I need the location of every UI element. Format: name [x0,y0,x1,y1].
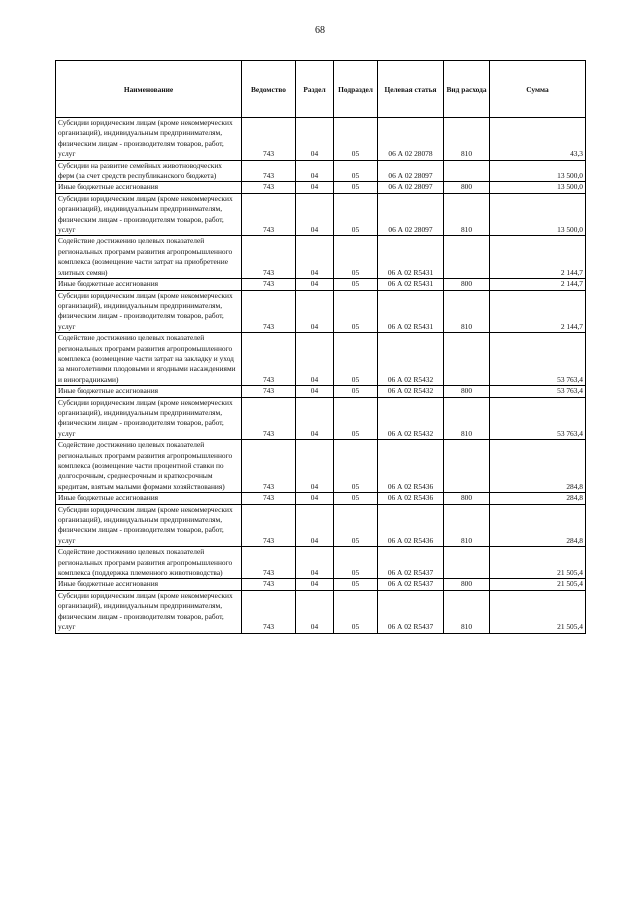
cell-summa: 2 144,7 [490,290,586,333]
table-row [56,386,586,397]
cell-podrazdel: 05 [334,579,378,590]
cell-name: Субсидии юридическим лицам (кроме некоммерческих организаций), индивидуальным предпринимателям, физическим лицам - производителям товаров, работ, услуг [56,290,242,333]
cell-summa: 13 500,0 [490,182,586,193]
cell-vid-raskhoda: 810 [444,504,490,547]
column-header-name: Наименование [56,61,242,118]
table-row [56,440,586,493]
cell-podrazdel: 05 [334,160,378,182]
cell-name: Иные бюджетные ассигнования [56,279,242,290]
cell-razdel: 04 [296,493,334,504]
cell-tselevaya-statya: 06 А 02 28078 [378,118,444,161]
cell-summa: 2 144,7 [490,279,586,290]
cell-vid-raskhoda: 800 [444,579,490,590]
column-header-razdel: Раздел [296,61,334,118]
cell-podrazdel: 05 [334,236,378,279]
cell-summa: 284,8 [490,440,586,493]
cell-vid-raskhoda: 810 [444,193,490,236]
cell-podrazdel: 05 [334,397,378,440]
cell-razdel: 04 [296,160,334,182]
cell-summa: 43,3 [490,118,586,161]
cell-razdel: 04 [296,397,334,440]
table-row [56,193,586,236]
cell-name: Субсидии юридическим лицам (кроме некоммерческих организаций), индивидуальным предпринимателям, физическим лицам - производителям товаров, работ, услуг [56,397,242,440]
cell-name: Субсидии на развитие семейных животноводческих ферм (за счет средств республиканского бюджета) [56,160,242,182]
cell-tselevaya-statya: 06 А 02 R5437 [378,579,444,590]
cell-name: Субсидии юридическим лицам (кроме некоммерческих организаций), индивидуальным предпринимателям, физическим лицам - производителям товаров, работ, услуг [56,193,242,236]
cell-razdel: 04 [296,236,334,279]
cell-tselevaya-statya: 06 А 02 R5431 [378,279,444,290]
cell-podrazdel: 05 [334,182,378,193]
cell-name: Субсидии юридическим лицам (кроме некоммерческих организаций), индивидуальным предпринимателям, физическим лицам - производителям товаров, работ, услуг [56,504,242,547]
cell-tselevaya-statya: 06 А 02 R5436 [378,440,444,493]
cell-vedomstvo: 743 [242,590,296,633]
cell-razdel: 04 [296,279,334,290]
cell-vedomstvo: 743 [242,504,296,547]
cell-podrazdel: 05 [334,290,378,333]
cell-vedomstvo: 743 [242,440,296,493]
cell-vid-raskhoda [444,547,490,579]
cell-vedomstvo: 743 [242,118,296,161]
cell-vid-raskhoda: 810 [444,290,490,333]
cell-summa: 53 763,4 [490,386,586,397]
column-header-vedomstvo: Ведомство [242,61,296,118]
table-header-row [56,61,586,118]
table-row [56,160,586,182]
cell-podrazdel: 05 [334,590,378,633]
cell-podrazdel: 05 [334,440,378,493]
cell-razdel: 04 [296,579,334,590]
cell-podrazdel: 05 [334,504,378,547]
table-row [56,290,586,333]
cell-vid-raskhoda: 800 [444,493,490,504]
cell-razdel: 04 [296,590,334,633]
cell-razdel: 04 [296,182,334,193]
column-header-tselevaya-statya: Целевая статья [378,61,444,118]
cell-summa: 21 505,4 [490,579,586,590]
table-row [56,590,586,633]
cell-razdel: 04 [296,333,334,386]
cell-summa: 21 505,4 [490,547,586,579]
cell-razdel: 04 [296,193,334,236]
cell-name: Содействие достижению целевых показателей региональных программ развития агропромышленного комплекса (поддержка племенного животноводства) [56,547,242,579]
cell-tselevaya-statya: 06 А 02 R5436 [378,504,444,547]
cell-vid-raskhoda [444,333,490,386]
table-row [56,397,586,440]
cell-podrazdel: 05 [334,493,378,504]
budget-table [55,60,586,634]
table-row [56,547,586,579]
cell-tselevaya-statya: 06 А 02 R5431 [378,290,444,333]
cell-vedomstvo: 743 [242,333,296,386]
cell-vedomstvo: 743 [242,290,296,333]
table-row [56,236,586,279]
cell-summa: 21 505,4 [490,590,586,633]
cell-tselevaya-statya: 06 А 02 28097 [378,182,444,193]
cell-vedomstvo: 743 [242,182,296,193]
cell-vedomstvo: 743 [242,160,296,182]
cell-vid-raskhoda: 810 [444,590,490,633]
cell-vedomstvo: 743 [242,386,296,397]
cell-razdel: 04 [296,504,334,547]
cell-vid-raskhoda [444,236,490,279]
cell-tselevaya-statya: 06 А 02 R5437 [378,590,444,633]
cell-name: Субсидии юридическим лицам (кроме некоммерческих организаций), индивидуальным предпринимателям, физическим лицам - производителям товаров, работ, услуг [56,118,242,161]
table-row [56,333,586,386]
table-row [56,182,586,193]
cell-podrazdel: 05 [334,118,378,161]
cell-vid-raskhoda: 810 [444,118,490,161]
cell-razdel: 04 [296,547,334,579]
cell-tselevaya-statya: 06 А 02 28097 [378,160,444,182]
cell-name: Иные бюджетные ассигнования [56,579,242,590]
table-row [56,493,586,504]
cell-name: Содействие достижению целевых показателей региональных программ развития агропромышленного комплекса (возмещение части затрат на закладку и уход за многолетними плодовыми и ягодными насаждениями и виноградниками) [56,333,242,386]
cell-razdel: 04 [296,386,334,397]
cell-tselevaya-statya: 06 А 02 R5436 [378,493,444,504]
cell-vedomstvo: 743 [242,579,296,590]
cell-vedomstvo: 743 [242,193,296,236]
cell-podrazdel: 05 [334,193,378,236]
cell-tselevaya-statya: 06 А 02 R5432 [378,386,444,397]
page-number: 68 [315,25,325,36]
cell-podrazdel: 05 [334,279,378,290]
cell-tselevaya-statya: 06 А 02 R5432 [378,333,444,386]
cell-summa: 13 500,0 [490,193,586,236]
cell-tselevaya-statya: 06 А 02 28097 [378,193,444,236]
column-header-podrazdel: Подраздел [334,61,378,118]
cell-podrazdel: 05 [334,547,378,579]
table-row [56,118,586,161]
cell-summa: 13 500,0 [490,160,586,182]
table-row [56,579,586,590]
cell-vid-raskhoda [444,160,490,182]
cell-vedomstvo: 743 [242,547,296,579]
cell-tselevaya-statya: 06 А 02 R5437 [378,547,444,579]
cell-razdel: 04 [296,290,334,333]
cell-razdel: 04 [296,118,334,161]
cell-vid-raskhoda: 810 [444,397,490,440]
cell-summa: 284,8 [490,504,586,547]
cell-name: Субсидии юридическим лицам (кроме некоммерческих организаций), индивидуальным предпринимателям, физическим лицам - производителям товаров, работ, услуг [56,590,242,633]
cell-vedomstvo: 743 [242,493,296,504]
cell-tselevaya-statya: 06 А 02 R5432 [378,397,444,440]
cell-summa: 2 144,7 [490,236,586,279]
cell-vid-raskhoda: 800 [444,386,490,397]
column-header-summa: Сумма [490,61,586,118]
cell-summa: 53 763,4 [490,397,586,440]
cell-name: Иные бюджетные ассигнования [56,386,242,397]
cell-summa: 53 763,4 [490,333,586,386]
cell-vid-raskhoda: 800 [444,279,490,290]
cell-vedomstvo: 743 [242,397,296,440]
cell-podrazdel: 05 [334,386,378,397]
cell-summa: 284,8 [490,493,586,504]
cell-tselevaya-statya: 06 А 02 R5431 [378,236,444,279]
cell-razdel: 04 [296,440,334,493]
cell-vid-raskhoda [444,440,490,493]
cell-vedomstvo: 743 [242,236,296,279]
cell-name: Иные бюджетные ассигнования [56,493,242,504]
table-row [56,279,586,290]
column-header-vid-raskhoda: Вид расхода [444,61,490,118]
cell-podrazdel: 05 [334,333,378,386]
cell-vedomstvo: 743 [242,279,296,290]
cell-name: Иные бюджетные ассигнования [56,182,242,193]
cell-name: Содействие достижению целевых показателей региональных программ развития агропромышленного комплекса (возмещение части затрат на приобретение элитных семян) [56,236,242,279]
table-row [56,504,586,547]
cell-vid-raskhoda: 800 [444,182,490,193]
cell-name: Содействие достижению целевых показателей региональных программ развития агропромышленного комплекса (возмещение части процентной ставки по долгосрочным, среднесрочным и краткосрочным кредитам, взятым малыми формами хозяйствования) [56,440,242,493]
table-body [56,118,586,634]
